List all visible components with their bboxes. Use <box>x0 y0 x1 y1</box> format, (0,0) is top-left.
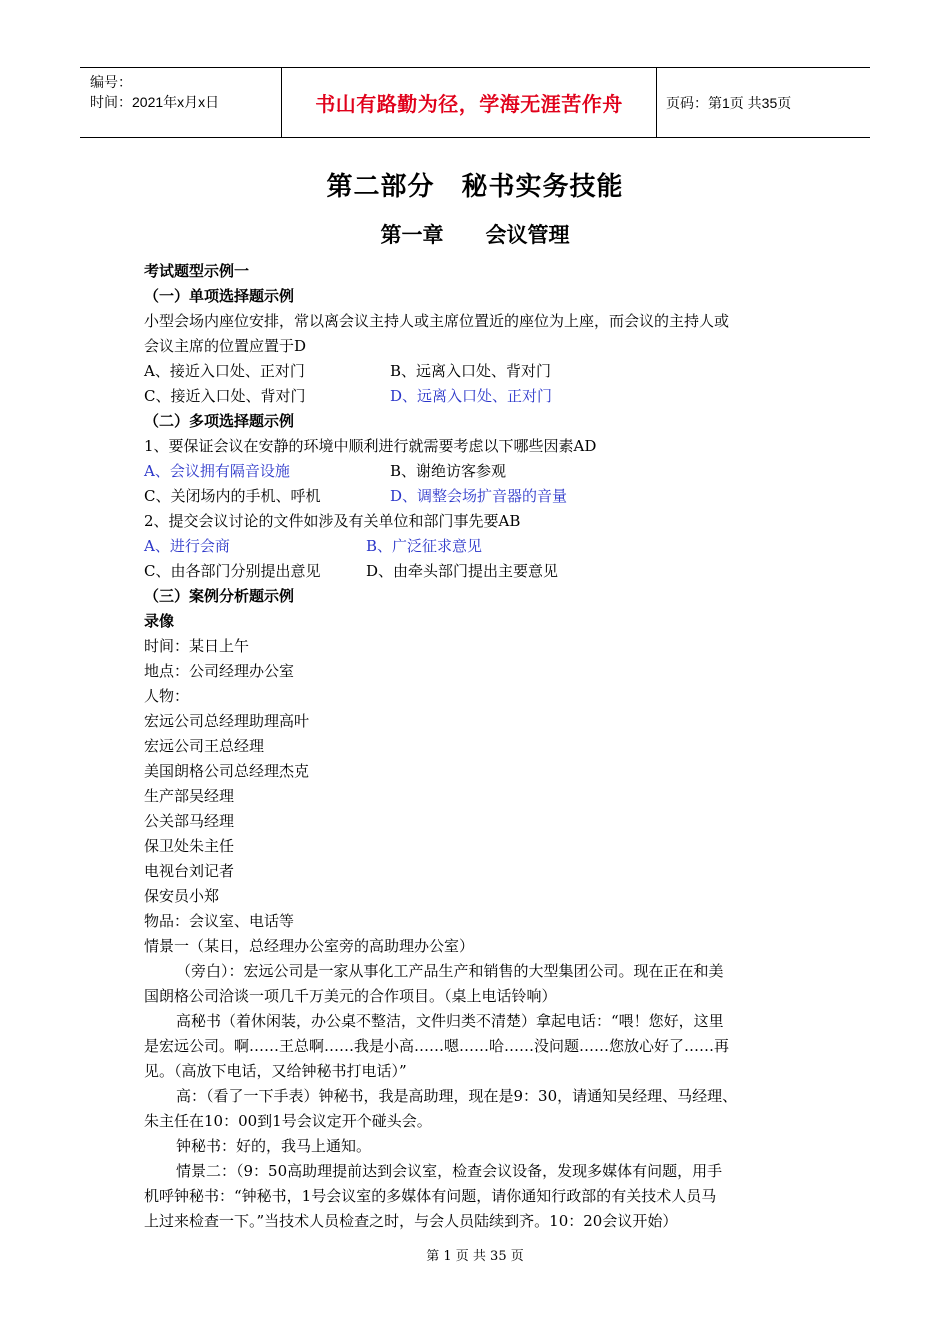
number-label: 编号： <box>90 74 132 90</box>
person-item: 生产部吴经理 <box>144 787 235 805</box>
option-b: B、谢绝访客参观 <box>390 462 507 480</box>
option-c: C、由各部门分别提出意见 <box>144 562 321 580</box>
part-title: 第二部分 秘书实务技能 <box>326 172 624 202</box>
paragraph-line: 情景二：（9：50高助理提前达到会议室，检查会议设备，发现多媒体有问题，用手 <box>176 1162 723 1180</box>
date-label: 时间：2021年x月x日 <box>90 94 220 110</box>
case-time: 时间：某日上午 <box>144 637 250 655</box>
question-text: 2、提交会议讨论的文件如涉及有关单位和部门事先要AB <box>144 512 521 530</box>
option-b: B、远离入口处、背对门 <box>390 362 552 380</box>
section-heading: （三）案例分析题示例 <box>144 587 295 605</box>
paragraph-line: 高：（看了一下手表）钟秘书，我是高助理，现在是9：30，请通知吴经理、马经理、 <box>176 1087 738 1105</box>
option-a-answer: A、会议拥有隔音设施 <box>144 462 290 480</box>
case-title: 录像 <box>144 612 175 630</box>
case-place: 地点：公司经理办公室 <box>144 662 295 680</box>
option-b-answer: B、广泛征求意见 <box>366 537 483 555</box>
chapter-title: 第一章 会议管理 <box>380 222 570 247</box>
paragraph-line: 机呼钟秘书：“钟秘书，1号会议室的多媒体有问题，请你通知行政部的有关技术人员马 <box>144 1187 717 1205</box>
paragraph-line: 国朗格公司洽谈一项几千万美元的合作项目。（桌上电话铃响） <box>144 987 557 1005</box>
question-text: 1、要保证会议在安静的环境中顺利进行就需要考虑以下哪些因素AD <box>144 437 597 455</box>
paragraph-line: 朱主任在10：00到1号会议定开个碰头会。 <box>144 1112 432 1130</box>
header-page-info: 页码：第1页 共35页 <box>666 94 792 111</box>
paragraph-line: （旁白）：宏远公司是一家从事化工产品生产和销售的大型集团公司。现在正在和美 <box>176 962 724 980</box>
option-row <box>144 359 814 384</box>
paragraph-line: 高秘书（着休闲装，办公桌不整洁，文件归类不清楚）拿起电话：“喂！您好，这里 <box>176 1012 724 1030</box>
case-items: 物品：会议室、电话等 <box>144 912 295 930</box>
option-row <box>144 559 814 584</box>
option-row <box>144 384 814 409</box>
case-people-label: 人物： <box>144 687 190 705</box>
page-header <box>80 67 870 138</box>
header-meta <box>80 68 282 137</box>
paragraph-line: 上过来检查一下。”当技术人员检查之时，与会人员陆续到齐。10：20会议开始） <box>144 1212 678 1230</box>
paragraph-line: 是宏远公司。啊……王总啊……我是小高……嗯……哈……没问题……您放心好了……再 <box>144 1037 730 1055</box>
person-item: 保安员小郑 <box>144 887 220 905</box>
option-a-answer: A、进行会商 <box>144 537 230 555</box>
option-d-answer: D、远离入口处、正对门 <box>390 387 553 405</box>
person-item: 电视台刘记者 <box>144 862 235 880</box>
scene-heading: 情景一（某日，总经理办公室旁的高助理办公室） <box>144 937 475 955</box>
option-row <box>144 484 814 509</box>
paragraph-line: 见。（高放下电话，又给钟秘书打电话）” <box>144 1062 407 1080</box>
person-item: 宏远公司总经理助理高叶 <box>144 712 310 730</box>
person-item: 公关部马经理 <box>144 812 235 830</box>
person-item: 宏远公司王总经理 <box>144 737 265 755</box>
option-c: C、接近入口处、背对门 <box>144 387 306 405</box>
person-item: 保卫处朱主任 <box>144 837 235 855</box>
option-c: C、关闭场内的手机、呼机 <box>144 487 321 505</box>
option-d: D、由牵头部门提出主要意见 <box>366 562 559 580</box>
question-text: 会议主席的位置应置于D <box>144 337 307 355</box>
page-footer: 第 1 页 共 35 页 <box>426 1249 524 1264</box>
exam-heading: 考试题型示例一 <box>144 262 250 280</box>
person-item: 美国朗格公司总经理杰克 <box>144 762 310 780</box>
document-body <box>144 259 814 1234</box>
section-heading: （二）多项选择题示例 <box>144 412 295 430</box>
header-motto: 书山有路勤为径，学海无涯苦作舟 <box>282 68 657 137</box>
paragraph-line: 钟秘书：好的，我马上通知。 <box>176 1137 372 1155</box>
option-d-answer: D、调整会场扩音器的音量 <box>390 487 568 505</box>
question-text: 小型会场内座位安排，常以离会议主持人或主席位置近的座位为上座，而会议的主持人或 <box>144 312 730 330</box>
option-a: A、接近入口处、正对门 <box>144 362 305 380</box>
section-heading: （一）单项选择题示例 <box>144 287 295 305</box>
option-row <box>144 459 814 484</box>
option-row <box>144 534 814 559</box>
